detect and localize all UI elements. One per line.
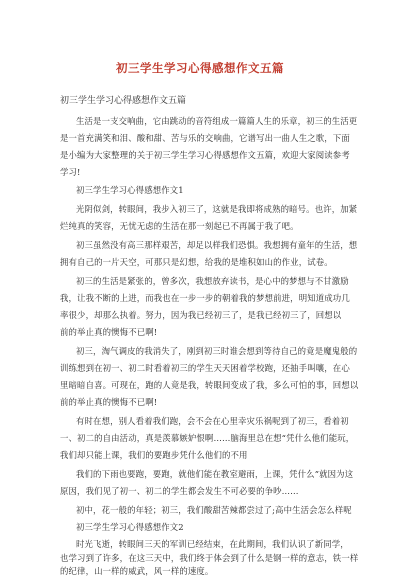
body-line: 生活是一支交响曲，它由跳动的音符组成一篇篇人生的乐章，初三的生活更 bbox=[76, 116, 358, 126]
body-line: 里暗暗自喜。可现在，跑的人竟是我，转眼间变成了我，多么可怕的事，回想以 bbox=[60, 380, 359, 390]
section-heading: 初三学生学习心得感想作文1 bbox=[76, 185, 184, 195]
body-line: 一、初二的自由活动，真是羡慕嫉妒恨啊……脑海里总在想“凭什么他们能玩， bbox=[60, 433, 355, 443]
body-line: 有时在想，别人看着我们跑，会不会在心里幸灾乐祸呢到了初三，看着初 bbox=[76, 416, 349, 426]
body-line: 烂纯真的笑容，无忧无虑的生活在那一刻起已不再属于我了吧。 bbox=[60, 221, 299, 231]
section-heading: 初三学生学习心得感想作文2 bbox=[76, 522, 184, 532]
body-line: 的纪律，山一样的威武，风一样的速度。 bbox=[60, 566, 214, 576]
body-line: 学习! bbox=[60, 167, 81, 177]
body-line: 也学习到了许多，在这三天中，我们终于体会到了什么是钢一样的意志，铁一样 bbox=[60, 553, 359, 563]
body-line: 初中，花一般的年轻；初三，我们酸甜苦辣都尝过了;高中生活会怎么样呢 bbox=[76, 505, 352, 515]
body-line: 时光飞逝，转眼间三天的军训已经结束，在此期间，我们认识了新同学， bbox=[76, 539, 349, 549]
body-line: 是小编为大家整理的关于初三学生学习心得感想作文五篇，欢迎大家阅读参考 bbox=[60, 150, 350, 160]
document-subtitle: 初三学生学习心得感想作文五篇 bbox=[60, 96, 187, 106]
body-line: 我们的下雨也要跑，要跑，就他们能在教室避雨，上课，凭什么”就因为这 bbox=[76, 469, 354, 479]
body-line: 率很少，却那么执着。努力，因为我已经初三了，是我已经初三了，回想以 bbox=[60, 310, 342, 320]
body-line: 拥有自己的一片天空，可那只是幻想，给我的是堆积如山的作业，试卷。 bbox=[60, 257, 333, 267]
document-title: 初三学生学习心得感想作文五篇 bbox=[116, 61, 284, 75]
body-line: 我，让我不断的上进，而我也在一步一步的朝着我的梦想前进，明知道成功几 bbox=[60, 293, 350, 303]
body-line: 光阴似剑，转眼间，我步入初三了，这就是我即将成熟的暗号。也许，加紧 bbox=[76, 204, 358, 214]
body-line: 原因，我们见了初一、初二的学生都会发生不可必要的争吵…… bbox=[60, 486, 299, 496]
body-line: 训练想到在初一、初二时看着初三的学生天天困着学校跑，还抽手叫嚷，在心 bbox=[60, 363, 350, 373]
body-line: 初三，淘气调皮的我消失了，刚到初三时谁会想到等待自己的竟是魔鬼般的 bbox=[76, 346, 358, 356]
body-line: 我们却只能上课，我们的要跑步凭什么他们的不用 bbox=[60, 450, 248, 460]
body-line: 是一首充满笑和泪、酸和甜、苦与乐的交响曲，它谱写出一曲人生之歌，下面 bbox=[60, 133, 350, 143]
body-line: 初三虽然没有高三那样艰苦，却足以样我们恐惧。我想拥有童年的生活，想 bbox=[76, 240, 358, 250]
body-line: 前的举止真的懊悔不已啊! bbox=[60, 397, 158, 407]
body-line: 初三的生活是紧张的，曾多次，我想放弃读书，是心中的梦想与不甘激励 bbox=[76, 276, 349, 286]
body-line: 前的举止真的懊悔不已啊! bbox=[60, 327, 158, 337]
